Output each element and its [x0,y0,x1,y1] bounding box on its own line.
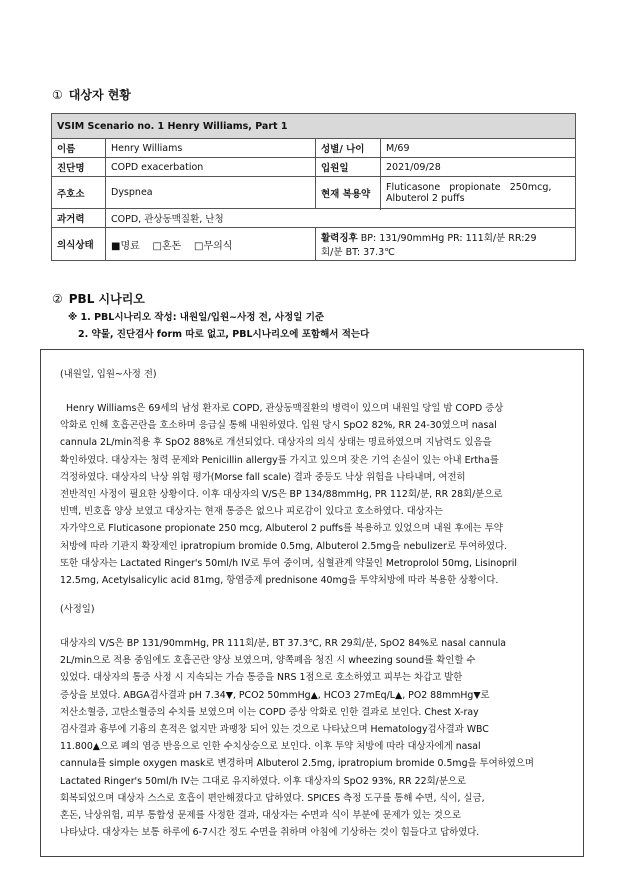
current-meds-line-1: Fluticasone propionate 250mcg, [386,181,552,193]
scenario-heading-admission: (내원일, 입원~사정 전) [60,369,157,380]
vital-signs-line-2: 회/분 BT: 37.3℃ [321,247,395,258]
scenario-line: cannula 2L/min적용 후 SpO2 88%로 개선되었다. 대상자의 의식 상태는 명료하였으며 지남력도 있음을 [60,437,492,449]
admission-date-value: 2021/09/28 [381,158,576,177]
scenario-line: 회복되었으며 대상자 스스로 호흡이 편안해졌다고 답하였다. SPICES 측정 도구를 통해 수면, 식이, 실금, [60,792,485,804]
consciousness-label: 의식상태 [52,228,106,261]
scenario-heading-assessment: (사정일) [60,604,95,615]
sex-age-label: 성별/ 나이 [316,139,381,158]
scenario-line: 저산소혈증, 고탄소혈증의 수치를 보였으며 이는 COPD 증상 악화로 인한 결과로 보인다. Chest X-ray [60,706,479,718]
instruction-note-2: 2. 약물, 진단검사 form 따로 없고, PBL시나리오에 포함해서 적는다 [78,329,370,340]
scenario-line: 처방에 따라 기관지 확장제인 ipratropium bromide 0.5mg, Albuterol 2.5mg을 nebulizer로 투여하였다. [60,540,508,552]
scenario-line: 전반적인 사정이 필요한 상황이다. 이후 대상자의 V/S은 BP 134/88mmHg, PR 112회/분, RR 28회/분으로 [60,489,503,501]
admission-date-label: 입원일 [316,158,381,177]
scenario-line: 2L/min으로 적용 중임에도 호흡곤란 양상 보였으며, 양쪽폐음 청진 시 wheezing sound를 확인할 수 [60,655,476,667]
consciousness-unconscious: □무의식 [194,240,233,252]
scenario-line: 검사결과 흉부에 기흉의 흔적은 없지만 과팽창 되어 있는 것으로 나타났으며 Hematology검사결과 WBC [60,724,489,736]
section-1-heading [52,86,131,103]
vital-signs [316,228,576,261]
vital-signs-label: 활력징후 [321,233,358,244]
vital-signs-line-1: BP: 131/90mmHg PR: 111회/분 RR:29 [360,233,537,244]
section-2-number: ② [52,292,63,306]
consciousness-confused: □혼돈 [152,240,182,252]
scenario-line: 확인하였다. 대상자는 청력 문제와 Penicillin allergy를 가지고 있으며 잦은 기억 손실이 있는 아내 Ertha를 [60,454,499,466]
current-meds-value [381,177,576,209]
scenario-title: VSIM Scenario no. 1 Henry Williams, Part 1 [52,114,576,139]
consciousness-options [106,228,316,261]
scenario-paragraph-assessment [60,635,576,841]
scenario-line: 나타났다. 대상자는 보통 하루에 6-7시간 정도 수면을 취하며 아침에 기상하는 것이 힘들다고 답하였다. [60,827,480,839]
section-2-heading [52,290,145,307]
scenario-line: Henry Williams은 69세의 남성 환자로 COPD, 관상동맥질환의 병력이 있으며 내원일 당일 밤 COPD 증상 [66,403,504,414]
scenario-line: 11.800▲으로 폐의 염증 반응으로 인한 수치상승으로 보인다. 이후 투약 처방에 따라 대상자에게 nasal [60,741,481,753]
scenario-line: Lactated Ringer's 50ml/h IV는 그대로 유지하였다. 이후 대상자의 SpO2 93%, RR 22회/분으로 [60,775,466,787]
scenario-line: 대상자의 V/S은 BP 131/90mmHg, PR 111회/분, BT 37.3℃, RR 29회/분, SpO2 84%로 nasal cannula [60,638,507,649]
scenario-line: 자가약으로 Fluticasone propionate 250 mcg, Albuterol 2 puffs를 복용하고 있었으며 내원 후에는 투약 [60,523,503,535]
sex-age-value: M/69 [381,139,576,158]
scenario-line: 걱정하였다. 대상자의 낙상 위험 평가(Morse fall scale) 결과 중등도 낙상 위험을 나타내며, 여전히 [60,471,466,483]
chief-complaint-value: Dyspnea [106,177,316,209]
scenario-line: 혼돈, 낙상위험, 피부 통합성 문제를 사정한 결과, 대상자는 수면과 식이 부분에 문제가 있는 것으로 [60,810,461,822]
scenario-line: 빈맥, 빈호흡 양상 보였고 대상자는 현재 통증은 없으나 피로감이 있다고 호소하였다. 대상자는 [60,506,443,518]
chief-complaint-label: 주호소 [52,177,106,209]
patient-info-table [51,113,576,261]
scenario-line: cannula를 simple oxygen mask로 변경하며 Albuterol 2.5mg, ipratropium bromide 0.5mg을 투여하였으며 [60,758,534,770]
scenario-line: 있었다. 대상자의 통증 사정 시 지속되는 가슴 통증을 NRS 1점으로 호소하였고 피부는 차갑고 발한 [60,672,463,684]
history-value: COPD, 관상동맥질환, 난청 [106,209,576,228]
name-label: 이름 [52,139,106,158]
section-1-title: 대상자 현황 [68,88,131,102]
section-2-title: PBL 시나리오 [68,292,145,306]
current-meds-line-2: Albuterol 2 puffs [386,192,465,204]
consciousness-alert: ■명료 [111,240,140,252]
instruction-note-1: ※ 1. PBL시나리오 작성: 내원일/입원~사정 전, 사정일 기준 [68,312,325,323]
scenario-line: 12.5mg, Acetylsalicylic acid 81mg, 항염증제 prednisone 40mg을 투약처방에 따라 복용한 상황이다. [60,575,499,587]
current-meds-label: 현재 복용약 [316,177,381,209]
scenario-paragraph-admission [60,400,576,589]
section-1-number: ① [52,88,63,102]
scenario-line: 악화로 인해 호흡곤란을 호소하며 응급실 통해 내원하였다. 입원 당시 SpO2 82%, RR 24-30였으며 nasal [60,420,497,432]
diagnosis-value: COPD exacerbation [106,158,316,177]
scenario-line: 또한 대상자는 Lactated Ringer's 50ml/h IV로 투여 중이며, 심혈관계 약물인 Metroprolol 50mg, Lisinopril [60,557,517,569]
history-label: 과거력 [52,209,106,228]
name-value: Henry Williams [106,139,316,158]
scenario-line: 증상을 보였다. ABGA검사결과 pH 7.34▼, PCO2 50mmHg▲, HCO3 27mEq/L▲, PO2 88mmHg▼로 [60,689,490,701]
diagnosis-label: 진단명 [52,158,106,177]
